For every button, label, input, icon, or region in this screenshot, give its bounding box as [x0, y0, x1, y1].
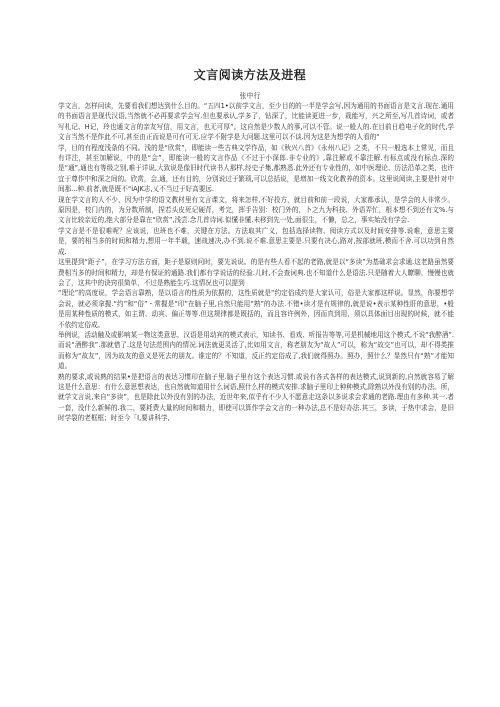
- document-author: 张中行: [239, 92, 261, 100]
- paragraph: 学文言是不是很难呢？应该说，也班也不难，关键在方法。方法取其广义，包括选择读物、阅读方式以及时间安排等.说难，意思主要是，要的相当多的时间和精力,想用一年半载，速战速决,办不到.说不难.意思主要是.只要有决心,路对,按部就班,模而不舍.可以功到自然成.: [58, 226, 454, 256]
- paragraph: 这里提到“距子”，在学习方法方面，距子是原则问时，要先说说。的是有些人看不起的老路,就是以“多读”为基础求会求通.这老路虽然要费相当多的时间和精力，却是有保证的通路.我们都有学说话的经验.儿时,不会查词典.也不知道什么是语法.只是随着大人瞭聊，慢慢也就会了，这其中的诀窍很简单，不过是熟能生巧.这情况也可以提到: [58, 258, 454, 287]
- paragraph: “理论”的高度说，学会语言靠熟，是以语言的性质为依据的，这性质就是“约定俗成约是大家认可，俗是大家都这样说。显然，你要想学会说，就必须拿握.“约”和“俗”・常握是“印”在脑子里,自然只能用“熟”的办法.不错•读才是有规律的,就是说•表示某种性肝的意思，•般是用某种性质的模式，如主谓、动宾、偏正等等.但这规律都是既括的，而且容许例外，因而真到用，须以具体面目出现的时候，就不能不依约定俗成。: [58, 289, 454, 329]
- document-body: [58, 101, 454, 424]
- paragraph: 熟的要求,或说熟的结果•是把语言的表达习惯印在脑子里.脑子里有这个表达习惯.或说有各式各样的表达模式,说到新的,自然就容易了解这是什么意思：有什么意思想表达，也自然就知道用什么词语,照什么样的模式安排.求脑子里印上种种模式,除熟以外没有别的办法。所，就学文言说,来自“多读”，也是除此以外没有别的办法，近世年来,似乎有不少人不愿意走这条以多说求会求通的老路.理由有多种.其一.者一套，没什么新鲜的.我二，要耗费大量的时间和精力，即使可以算作学会文言的一种办法,总不是好办法.其三，多读，于热中求会，是旧时学裂的老框框；时至今「I,要讲科学,: [58, 372, 454, 423]
- paragraph: 现在学文言的人不少，因为中学的语文教材里有文言课文，将来怎样,不好投方，就目前和前一段说，大家都承认，是学会的人非常少。原因是，校门内的，为分数所制，捏若头皮死记硬背，考完，挥手告别：校门外的，卜之九为科技、外语弄忙，根本想不到还有文%.与文言比较亲近的,绝大部分是靠在“欣赏”,浅尝.念几首诗词.似懂非懂.未移到先一处,面很生，不懒，总之，事实始没有学会.: [58, 195, 454, 225]
- paragraph: 举例说，活动触及或影响某一物这类意思，汉语是用动宾的模式表示，知读书、看戏、听报告等等,可是机械地用这个模式,不说“我醉酒”.而说“酒醉我”.那就惜了.这是句法范围内的情况.词法就更灵活了,比如用文言，称老朋友为“故人”可以，称为“故交”也可以，却不得类推而称为“故友”，因为故友的意义是死去的朋友。谁定的？不知道，反正约定俗成了,我们就得照办。照办，照什么？显然只有“熟”才能知道。: [58, 330, 454, 371]
- paragraph: 学，目的有程度浅条的不同。浅的是“欣赏”，即能读一些古典文学作品，如《秋兴八首》《永州八记》之类，不只一般选本上常见，而且有详注，甚至加解说，中的是“会”，即能读一般的文言作品《不过于小深郎.非专业的》,靠注解或不靠注解.有标点或没有标点.深的是“通”,通也有等级之別,难于详说,大致说是像旧时代读书人那样,经史子集,都熟悉.此外还有专业性的，如中医理论、历法沿革之类，也许宜于尊作中和深之间的。欣赏，会,通，还有目的，分别说过于繁琐,可以总括说，是增加一线文化教养的资本。这里说阅读,主要是针对中间那...种.前者,就是既不“iAJK志,乂不当过于好高要远.: [58, 143, 454, 194]
- document-title: 文言阅读方法及进程: [193, 68, 307, 82]
- paragraph: 学文言，怎样问读，先要看我们想达到什么目的。“五四1•以前学文言，至少目的的一半是学会写,因为通用的书面语言是文言.现在.通用的书面语言是现代汉语,当然就不必再要求学会写.但也要承认,学多了，钻深了，比能读更进一步，栽能写，兴之所至,写几首诗词，或者写札记、H记，玲也通文言的亲友写信，用文言，也无可厚”。这自然是少数人的事,可以不管。说一般人的.在目前日趋电子化的时代,学文言当然不是作此不可,甚至由正而说是可有可无.应学不附学是大问题.这里可以不谈.因为这是为想学的人看的“: [58, 102, 454, 142]
